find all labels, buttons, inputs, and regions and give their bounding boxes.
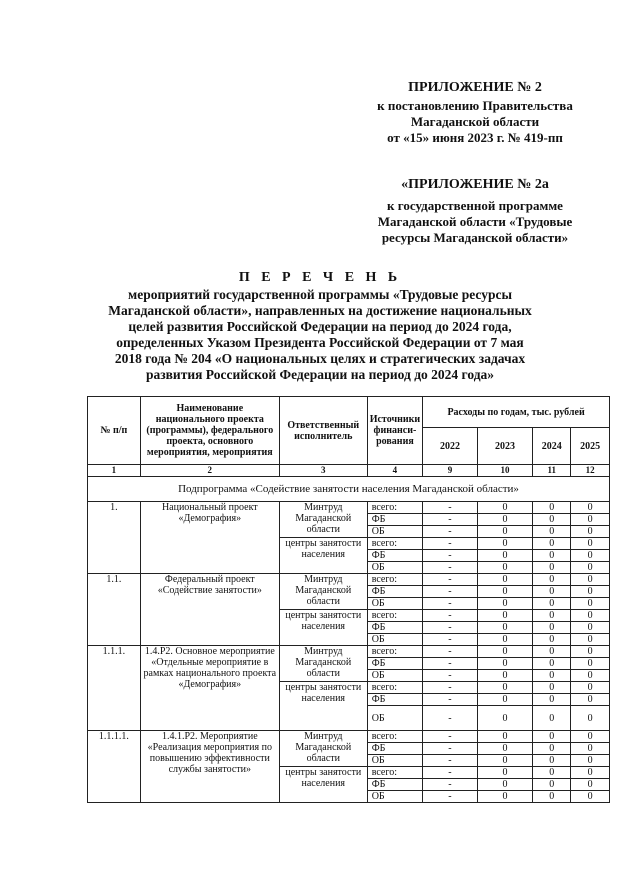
value-2024: 0: [533, 646, 571, 658]
value-2022: -: [423, 682, 478, 694]
value-2022: -: [423, 767, 478, 779]
column-number: 9: [423, 465, 478, 477]
appendix-2a-line: к государственной программе: [387, 198, 563, 213]
value-2024: 0: [533, 586, 571, 598]
column-number: 2: [140, 465, 279, 477]
title-line: мероприятий государственной программы «Трудовые ресурсы: [128, 287, 512, 302]
responsible-executor: центры занятости населения: [279, 610, 367, 646]
value-2024: 0: [533, 755, 571, 767]
column-number: 4: [367, 465, 422, 477]
value-2023: 0: [477, 706, 533, 731]
funding-source: ОБ: [367, 791, 422, 803]
measures-table: [87, 396, 610, 803]
value-2023: 0: [477, 755, 533, 767]
value-2024: 0: [533, 682, 571, 694]
value-2023: 0: [477, 502, 533, 514]
responsible-executor: Минтруд Магаданской области: [279, 646, 367, 682]
value-2024: 0: [533, 574, 571, 586]
row-number: 1.1.1.1.: [88, 731, 141, 803]
value-2025: 0: [571, 658, 610, 670]
appendix-2a-heading: «ПРИЛОЖЕНИЕ № 2а: [401, 177, 549, 192]
appendix-2-block: [330, 80, 620, 146]
table-row: [88, 574, 610, 586]
value-2022: -: [423, 562, 478, 574]
value-2025: 0: [571, 779, 610, 791]
funding-source: всего:: [367, 682, 422, 694]
funding-source: ОБ: [367, 598, 422, 610]
funding-source: ОБ: [367, 670, 422, 682]
measure-name: Федеральный проект «Содействие занятости»: [140, 574, 279, 646]
funding-source: ОБ: [367, 634, 422, 646]
value-2025: 0: [571, 682, 610, 694]
value-2025: 0: [571, 610, 610, 622]
value-2023: 0: [477, 550, 533, 562]
value-2024: 0: [533, 779, 571, 791]
value-2025: 0: [571, 526, 610, 538]
value-2025: 0: [571, 574, 610, 586]
value-2024: 0: [533, 502, 571, 514]
measure-name: 1.4.Р2. Основное мероприятие «Отдельные мероприятие в рамках национального проекта «Демография»: [140, 646, 279, 731]
funding-source: ФБ: [367, 694, 422, 706]
value-2022: -: [423, 586, 478, 598]
value-2022: -: [423, 526, 478, 538]
row-number: 1.1.: [88, 574, 141, 646]
value-2024: 0: [533, 538, 571, 550]
value-2025: 0: [571, 598, 610, 610]
value-2023: 0: [477, 622, 533, 634]
value-2023: 0: [477, 743, 533, 755]
value-2022: -: [423, 598, 478, 610]
value-2022: -: [423, 634, 478, 646]
funding-source: ФБ: [367, 586, 422, 598]
title-line: 2018 года № 204 «О национальных целях и стратегических задачах: [114, 351, 526, 366]
value-2025: 0: [571, 514, 610, 526]
value-2022: -: [423, 574, 478, 586]
value-2023: 0: [477, 731, 533, 743]
value-2024: 0: [533, 743, 571, 755]
value-2023: 0: [477, 646, 533, 658]
funding-source: ФБ: [367, 658, 422, 670]
funding-source: ОБ: [367, 706, 422, 731]
funding-source: ФБ: [367, 550, 422, 562]
responsible-executor: Минтруд Магаданской области: [279, 574, 367, 610]
value-2022: -: [423, 646, 478, 658]
header-responsible: Ответственный исполнитель: [279, 397, 367, 465]
value-2024: 0: [533, 622, 571, 634]
column-number: 10: [477, 465, 533, 477]
value-2025: 0: [571, 646, 610, 658]
value-2022: -: [423, 694, 478, 706]
funding-source: всего:: [367, 646, 422, 658]
value-2025: 0: [571, 622, 610, 634]
value-2025: 0: [571, 731, 610, 743]
value-2023: 0: [477, 562, 533, 574]
funding-source: ОБ: [367, 526, 422, 538]
responsible-executor: центры занятости населения: [279, 538, 367, 574]
value-2024: 0: [533, 610, 571, 622]
value-2024: 0: [533, 550, 571, 562]
value-2024: 0: [533, 731, 571, 743]
header-year-2024: 2024: [533, 428, 571, 465]
value-2024: 0: [533, 526, 571, 538]
measure-name: 1.4.1.Р2. Мероприятие «Реализация мероприятия по повышению эффективности службы занятости»: [140, 731, 279, 803]
column-number: 1: [88, 465, 141, 477]
value-2022: -: [423, 706, 478, 731]
appendix-2-line: к постановлению Правительства: [377, 98, 573, 113]
funding-source: ФБ: [367, 779, 422, 791]
value-2023: 0: [477, 574, 533, 586]
value-2022: -: [423, 755, 478, 767]
header-year-2023: 2023: [477, 428, 533, 465]
value-2024: 0: [533, 514, 571, 526]
value-2022: -: [423, 538, 478, 550]
responsible-executor: Минтруд Магаданской области: [279, 502, 367, 538]
value-2022: -: [423, 502, 478, 514]
value-2025: 0: [571, 562, 610, 574]
table-row: [88, 731, 610, 743]
value-2023: 0: [477, 682, 533, 694]
row-number: 1.: [88, 502, 141, 574]
value-2023: 0: [477, 767, 533, 779]
value-2025: 0: [571, 791, 610, 803]
value-2022: -: [423, 550, 478, 562]
funding-source: ОБ: [367, 562, 422, 574]
appendix-2-heading: ПРИЛОЖЕНИЕ № 2: [408, 80, 542, 95]
value-2023: 0: [477, 634, 533, 646]
header-num: № п/п: [88, 397, 141, 465]
value-2024: 0: [533, 562, 571, 574]
value-2022: -: [423, 670, 478, 682]
value-2025: 0: [571, 502, 610, 514]
value-2025: 0: [571, 670, 610, 682]
value-2023: 0: [477, 598, 533, 610]
funding-source: ФБ: [367, 622, 422, 634]
column-number: 12: [571, 465, 610, 477]
title-line: определенных Указом Президента Российской Федерации от 7 мая: [116, 335, 524, 350]
table-row: [88, 502, 610, 514]
value-2024: 0: [533, 791, 571, 803]
funding-source: ФБ: [367, 514, 422, 526]
appendix-2-line: Магаданской области: [410, 114, 540, 129]
value-2023: 0: [477, 791, 533, 803]
value-2025: 0: [571, 755, 610, 767]
appendix-2a-block: [330, 177, 620, 246]
value-2022: -: [423, 514, 478, 526]
value-2025: 0: [571, 706, 610, 731]
header-year-2025: 2025: [571, 428, 610, 465]
responsible-executor: центры занятости населения: [279, 682, 367, 731]
title-line: развития Российской Федерации на период до 2024 года»: [145, 367, 495, 382]
value-2022: -: [423, 610, 478, 622]
value-2022: -: [423, 731, 478, 743]
value-2025: 0: [571, 694, 610, 706]
funding-source: всего:: [367, 538, 422, 550]
funding-source: всего:: [367, 610, 422, 622]
funding-source: всего:: [367, 731, 422, 743]
appendix-2a-line: ресурсы Магаданской области»: [381, 230, 569, 245]
value-2025: 0: [571, 538, 610, 550]
value-2023: 0: [477, 694, 533, 706]
value-2025: 0: [571, 586, 610, 598]
value-2024: 0: [533, 598, 571, 610]
value-2023: 0: [477, 538, 533, 550]
funding-source: всего:: [367, 574, 422, 586]
measure-name: Национальный проект «Демография»: [140, 502, 279, 574]
responsible-executor: центры занятости населения: [279, 767, 367, 803]
value-2023: 0: [477, 526, 533, 538]
responsible-executor: Минтруд Магаданской области: [279, 731, 367, 767]
appendix-2-line: от «15» июня 2023 г. № 419-пп: [387, 130, 563, 145]
value-2022: -: [423, 779, 478, 791]
title-line: целей развития Российской Федерации на период до 2024 года,: [128, 319, 512, 334]
row-number: 1.1.1.: [88, 646, 141, 731]
funding-source: всего:: [367, 502, 422, 514]
appendix-2a-line: Магаданской области «Трудовые: [377, 214, 573, 229]
header-year-2022: 2022: [423, 428, 478, 465]
funding-source: всего:: [367, 767, 422, 779]
header-expenses: Расходы по годам, тыс. рублей: [423, 397, 610, 428]
column-number: 3: [279, 465, 367, 477]
value-2023: 0: [477, 779, 533, 791]
funding-source: ОБ: [367, 755, 422, 767]
value-2024: 0: [533, 634, 571, 646]
value-2024: 0: [533, 706, 571, 731]
document-title: [60, 270, 580, 383]
header-name: Наименование национального проекта (программы), федерального проекта, основного мероприятия, мероприятия: [140, 397, 279, 465]
value-2023: 0: [477, 586, 533, 598]
subprogram-row: Подпрограмма «Содействие занятости населения Магаданской области»: [88, 477, 610, 502]
value-2022: -: [423, 622, 478, 634]
title-heading: П Е Р Е Ч Е Н Ь: [238, 270, 402, 285]
value-2024: 0: [533, 694, 571, 706]
value-2025: 0: [571, 743, 610, 755]
value-2022: -: [423, 658, 478, 670]
value-2023: 0: [477, 670, 533, 682]
value-2024: 0: [533, 767, 571, 779]
column-number: 11: [533, 465, 571, 477]
value-2024: 0: [533, 670, 571, 682]
value-2023: 0: [477, 514, 533, 526]
value-2022: -: [423, 791, 478, 803]
title-line: Магаданской области», направленных на достижение национальных: [108, 303, 532, 318]
value-2025: 0: [571, 634, 610, 646]
header-funding-source: Источники финанси-рования: [367, 397, 422, 465]
value-2024: 0: [533, 658, 571, 670]
value-2022: -: [423, 743, 478, 755]
value-2023: 0: [477, 610, 533, 622]
value-2025: 0: [571, 767, 610, 779]
value-2025: 0: [571, 550, 610, 562]
funding-source: ФБ: [367, 743, 422, 755]
table-row: [88, 646, 610, 658]
value-2023: 0: [477, 658, 533, 670]
